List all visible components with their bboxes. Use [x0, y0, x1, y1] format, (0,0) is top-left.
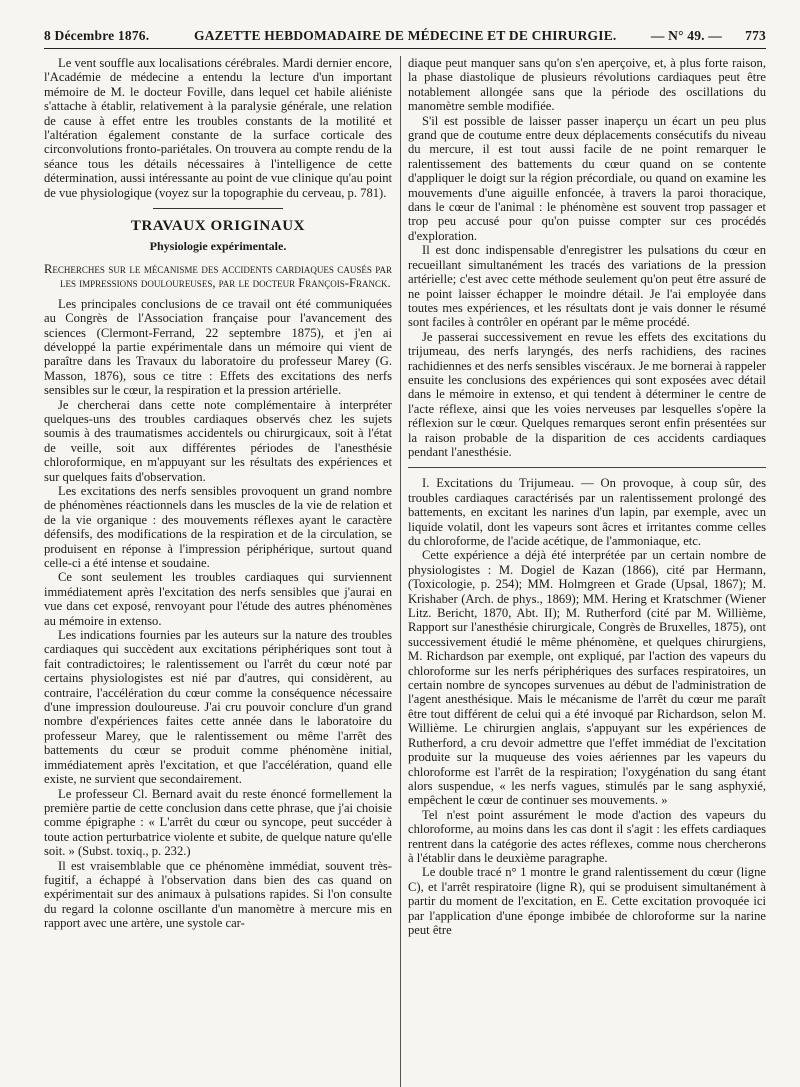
separator-rule [153, 208, 283, 209]
running-head [44, 8, 766, 43]
body-paragraph: Le double tracé n° 1 montre le grand ralentissement du cœur (ligne C), et l'arrêt respiratoire (ligne R), qui se produisent simultanément à partir du moment de l'excitation, en E. Cette excitation provoquée ici par l'application d'une éponge imbibée de chloroforme sur la narine peut être [408, 865, 766, 937]
section-break-rule [408, 467, 766, 468]
body-paragraph: S'il est possible de laisser passer inaperçu un écart un peu plus grand que de coutume entre deux déplacements consécutifs du niveau du mercure, il est tout aussi facile de ne point remarquer le ralentissement des battements du cœur quand on se contente d'appliquer le doigt sur la région précordiale, ou quand on examine les mouvements d'une aiguille enfoncée, à travers la paroi thoracique, dans le cœur de l'animal : le phénomène est souvent trop passager et trop peu accusé pour qu'on puisse compter sur ces procédés d'exploration. [408, 113, 766, 243]
page-number: 773 [745, 28, 766, 43]
two-column-body [44, 56, 766, 1087]
body-paragraph: Ce sont seulement les troubles cardiaques qui surviennent immédiatement après l'excitation des nerfs sensibles que j'aurai en vue dans cet exposé, renvoyant pour l'étude des autres phénomènes au mémoire in extenso. [44, 570, 392, 628]
left-column [44, 56, 392, 1087]
right-column [408, 56, 766, 1087]
header-rule [44, 48, 766, 49]
header-date: 8 Décembre 1876. [44, 28, 150, 43]
body-paragraph: Le professeur Cl. Bernard avait du reste énoncé formellement la première partie de cette conclusion dans cette phrase, que j'ai choisie comme épigraphe : « L'arrêt du cœur ou syncope, peut succéder à toute action perturbatrice violente et subite, de quelque nature qu'elle soit. » (Subst. toxiq., p. 232.) [44, 786, 392, 859]
intro-paragraph: Le vent souffle aux localisations cérébrales. Mardi dernier encore, l'Académie de médecine a entendu la lecture d'un important mémoire de M. le docteur Foville, dans lequel cet habile aliéniste s'attache à établir, relativement à la paralysie générale, une relation de cause à effet entre les troubles constants de la motilité et l'altération également constante de la surface corticale des circonvolutions fronto-pariétales. On trouvera au compte rendu de la séance tous les détails nécessaires à l'intelligence de cette détermination, aussi intéressante au point de vue clinique qu'au point de vue physiologique (voyez sur la topographie du cerveau, p. 781). [44, 56, 392, 200]
body-paragraph: Je passerai successivement en revue les effets des excitations du trijumeau, des nerfs laryngés, des nerfs rachidiens, des racines rachidiennes et des nerfs sensibles viscéraux. Je me bornerai à rappeler ensuite les conclusions des expériences qui sont exposées avec détail dans le mémoire in extenso, et qui tendent à déterminer le centre de l'acte réflexe, ainsi que les voies nerveuses par lesquelles s'opère la réflexion sur le cœur. Quelques remarques seront enfin présentées sur la raison probable de la disparition de ces accidents cardiaques pendant l'anesthésie. [408, 329, 766, 459]
body-paragraph: Les principales conclusions de ce travail ont été communiquées au Congrès de l'Association française pour l'avancement des sciences (Clermont-Ferrand, 22 septembre 1875), et j'en ai développé la partie expérimentale dans un mémoire qui vient de paraître dans les Travaux du laboratoire du professeur Marey (G. Masson, 1876), sous ce titre : Effets des excitations des nerfs sensibles sur le cœur, la respiration et la pression artérielle. [44, 296, 392, 398]
issue-number: — N° 49. — [650, 28, 722, 43]
body-paragraph: Les excitations des nerfs sensibles provoquent un grand nombre de phénomènes réactionnels dans les muscles de la vie de relation et de la vie organique : des mouvements réflexes ayant le caractère défensifs, des modifications de la respiration et de la circulation, se produisent en réponse à l'impression périphérique, surtout quand celle-ci a été intense et soudaine. [44, 483, 392, 570]
section-title: TRAVAUX ORIGINAUX [130, 218, 306, 235]
body-paragraph: Tel n'est point assurément le mode d'action des vapeurs du chloroforme, au moins dans les cas dont il s'agit : les effets cardiaques rentrent dans la catégorie des actes réflexes, comme nous chercherons à l'établir dans le deuxième paragraphe. [408, 807, 766, 865]
article-title: Recherches sur le mécanisme des accidents cardiaques causés par les impressions douloureuses, par le docteur François-Franck. [44, 261, 392, 291]
section-subtitle: Physiologie expérimentale. [149, 239, 287, 254]
body-paragraph: diaque peut manquer sans qu'on s'en aperçoive, et, à plus forte raison, la phase diastolique de plusieurs révolutions cardiaques peut être notablement allongée sans que la période des oscillations du manomètre semble modifiée. [408, 56, 766, 114]
body-paragraph: Je chercherai dans cette note complémentaire à interpréter quelques-uns des troubles cardiaques observés chez les sujets soumis à des traumatismes accidentels ou chirurgicaux, soit à l'état de veille, soit aux différentes périodes de l'anesthésie chloroformique, en m'appuyant sur les résultats des expériences et sur quelques faits d'observation. [44, 397, 392, 484]
column-divider [400, 56, 401, 1087]
body-paragraph: Les indications fournies par les auteurs sur la nature des troubles cardiaques qui succèdent aux excitations périphériques sont tout à fait contradictoires; le ralentissement ou l'arrêt du cœur noté par certains physiologistes est nié par d'autres, qui considèrent, au contraire, l'accélération du cœur comme la conséquence nécessaire d'une impression douloureuse. J'ai cru pouvoir conclure d'un grand nombre d'expériences faites cette année dans le laboratoire du professeur Marey, que le ralentissement ou même l'arrêt des battements du cœur se produit comme phénomène initial, immédiatement après l'excitation, et que l'accélération, quand elle existe, ne survient que secondairement. [44, 628, 392, 787]
body-paragraph: Cette expérience a déjà été interprétée par un certain nombre de physiologistes : M. Dogiel de Kazan (1866), cité par Hermann, (Toxicologie, p. 254); MM. Holmgreen et Grade (Upsal, 1867); M. Krishaber (Arch. de phys., 1869); MM. Hering et Kratschmer (Wiener Litz. Bericht, 1870, Abt. II); M. Rutherford (cité par M. Willième, Rapport sur l'anesthésie chirurgicale, Congrès de Bruxelles, 1875), ont successivement étudié le même phénomène, et quelques chirurgiens, M. Richardson par exemple, ont expliqué, par l'action des vapeurs du chloroforme sur les nerfs périphériques des surfaces respiratoires, un certain nombre de syncopes survenues au début de l'administration de l'agent anesthésique. Mais le mécanisme de l'arrêt du cœur me paraît être tout différent de celui qui a été invoqué par Richardson, selon M. Willième. Le chirurgien anglais, s'appuyant sur les expériences de Rutherford, a cru devoir admettre que l'effet immédiat de l'excitation produite sur la muqueuse des voies aériennes par les vapeurs du chloroforme est l'arrêt de la respiration; l'oxygénation du sang étant alors suspendue, « les nerfs vagues, stimulés par le sang asphyxié, empêchent le cœur de continuer ses mouvements. » [408, 548, 766, 808]
body-paragraph: Il est donc indispensable d'enregistrer les pulsations du cœur en recueillant simultanément les tracés des variations de la pression artérielle; c'est avec cette méthode seulement qu'on peut être assuré de ne point laisser échapper le moindre détail. Je l'ai employée dans toutes mes expériences, et les résultats dont je vais donner le résumé sont faciles à contrôler en opérant par le même procédé. [408, 243, 766, 330]
body-paragraph: I. Excitations du Trijumeau. — On provoque, à coup sûr, des troubles cardiaques caractérisés par un ralentissement prolongé des battements, en excitant les narines d'un lapin, par exemple, avec un liquide volatil, dont les vapeurs sont âcres et irritantes comme celles du chloroforme, de l'acide acétique, de l'ammoniaque, etc. [408, 476, 766, 548]
journal-title: GAZETTE HEBDOMADAIRE DE MÉDECINE ET DE CHIRURGIE. [194, 28, 617, 43]
body-paragraph: Il est vraisemblable que ce phénomène immédiat, souvent très-fugitif, a échappé à l'observation dans bien des cas quand on expérimentait sur des animaux à pulsations rapides. Si l'on consulte du regard la colonne oscillante d'un manomètre à mercure mis en rapport avec une artère, une systole car- [44, 858, 392, 931]
